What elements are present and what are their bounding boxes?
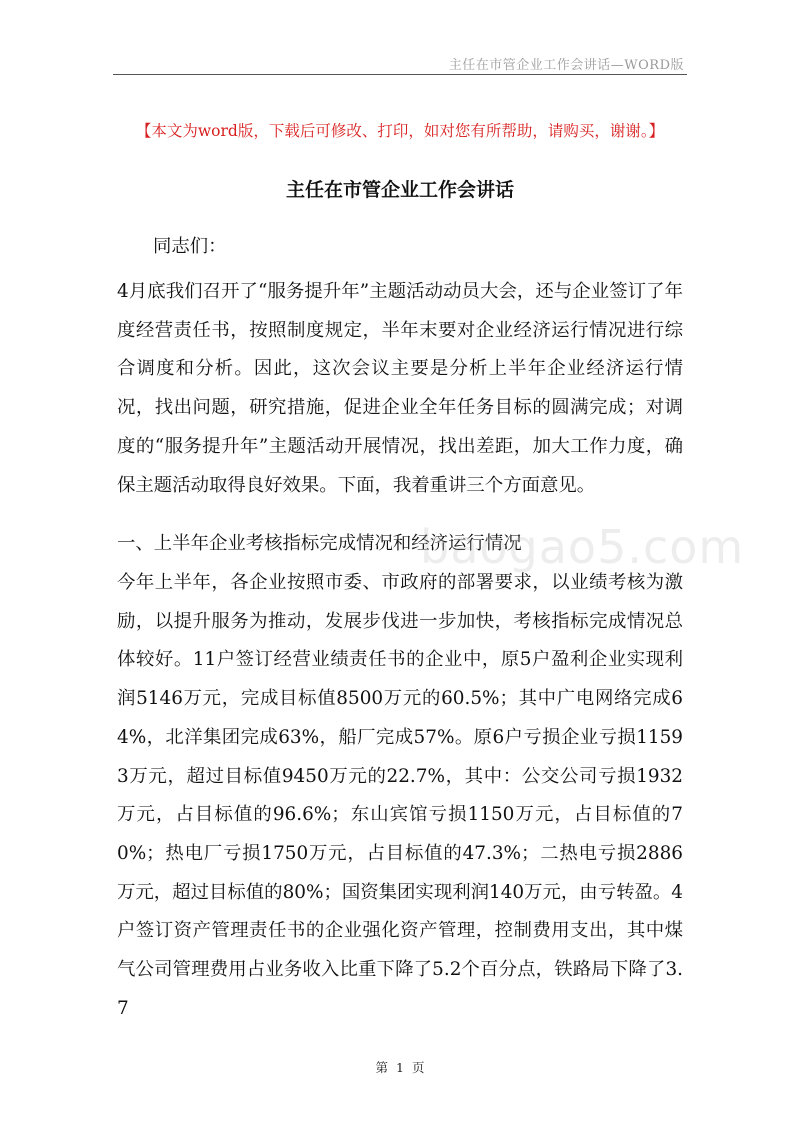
footer-prefix: 第 (375, 1060, 389, 1075)
running-header: 主任在市管企业工作会讲话—WORD版 (448, 58, 684, 73)
page-footer (0, 1058, 800, 1076)
watermark: baogao5.com (420, 520, 745, 574)
download-notice: 【本文为word版，下载后可修改、打印，如对您有所帮助，请购买，谢谢。】 (135, 122, 665, 140)
paragraph-performance: 今年上半年，各企业按照市委、市政府的部署要求，以业绩考核为激励，以提升服务为推动，发展步伐进一步加快，考核指标完成情况总体较好。11户签订经营业绩责任书的企业中，原5户盈利企业实现利润5146万元，完成目标值8500万元的60.5%；其中广电网络完成64%，北洋集团完成63%，船厂完成57%。原6户亏损企业亏损11593万元，超过目标值9450万元的22.7%，其中：公交公司亏损1932万元，占目标值的96.6%；东山宾馆亏损1150万元，占目标值的70%；热电厂亏损1750万元，占目标值的47.3%；二热电亏损2886万元，超过目标值的80%；国资集团实现利润140万元，由亏转盈。4户签订资产管理责任书的企业强化资产管理，控制费用支出，其中煤气公司管理费用占业务收入比重下降了5.2个百分点，铁路局下降了3.7 (117, 572, 683, 1019)
salutation: 同志们： (153, 236, 227, 257)
paragraph-intro: 4月底我们召开了“服务提升年”主题活动动员大会，还与企业签订了年度经营责任书，按照制度规定，半年末要对企业经济运行情况进行综合调度和分析。因此，这次会议主要是分析上半年企业经济运行情况，找出问题，研究措施，促进企业全年任务目标的圆满完成；对调度的“服务提升年”主题活动开展情况，找出差距，加大工作力度，确保主题活动取得良好效果。下面，我着重讲三个方面意见。 (117, 281, 683, 496)
page-number: 1 (396, 1060, 404, 1075)
footer-suffix: 页 (411, 1060, 425, 1075)
section-heading-1: 一、上半年企业考核指标完成情况和经济运行情况 (117, 533, 522, 554)
header-divider (113, 74, 687, 75)
document-title: 主任在市管企业工作会讲话 (285, 179, 514, 201)
